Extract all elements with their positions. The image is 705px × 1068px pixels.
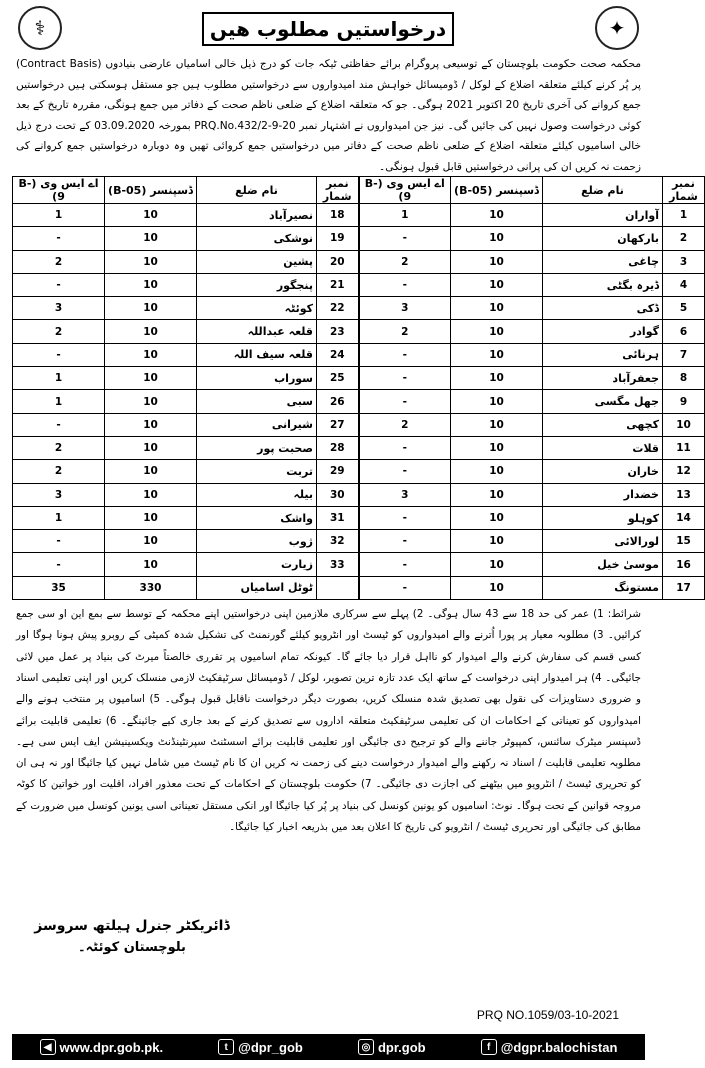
district-cell: ڈیرہ بگٹی xyxy=(543,273,663,296)
serial-cell: 30 xyxy=(317,483,359,506)
serial-cell: 8 xyxy=(663,367,705,390)
table-row xyxy=(13,320,705,343)
dispenser-cell: 10 xyxy=(451,343,543,366)
table-row xyxy=(13,273,705,296)
district-cell: آواران xyxy=(543,204,663,227)
dispenser-cell: 10 xyxy=(105,460,197,483)
total-dispenser-cell: 330 xyxy=(105,576,197,599)
serial-cell: 16 xyxy=(663,553,705,576)
asv-cell: - xyxy=(359,343,451,366)
header-asv: اے ایس وی (B-9) xyxy=(359,177,451,204)
signature-block xyxy=(12,918,252,955)
dispenser-cell: 10 xyxy=(451,483,543,506)
terms-paragraph: شرائط: 1) عمر کی حد 18 سے 43 سال ہوگی۔ 2) پہلے سے سرکاری ملازمین اپنی درخواستیں اپنے محکمہ کے توسط سے بمع این او سی جمع کرائیں۔ 3) مطلوبہ معیار پر پورا اُترنے والے امیدواروں کو ٹیسٹ اور انٹرویو کیلئے گورنمنٹ کی تشکیل شدہ کمیٹی کے روبرو پیش ہونا ہوگا اور کسی قسم کی سفارش کرنے والے امیدوار کو نااہل قرار دیا جائے گا۔ کیونکہ تمام اسامیوں پر تقرری خالصتاً میرٹ کی بنیاد پر عمل میں لائی جائیگی۔ 4) ہر امیدوار اپنی درخواست کے ساتھ ایک عدد تازہ ترین تصویر، لوکل / ڈومیسائل سرٹیفکیٹ لازمی منسلک کریں اور اپنی تعلیمی اسناد و ضروری دستاویزات کی نقول بھی تصدیق شدہ منسلک کریں، بصورت دیگر درخواست ناقابل قبول ہوگی۔ 5) اسامیوں پر منتخب ہونے والے امیدواروں کو تعیناتی کے احکامات ان کی تعلیمی سرٹیفکیٹ متعلقہ اداروں سے تصدیق کرنے کے بعد جاری کیے جائینگے۔ 6) تعلیمی قابلیت برائے ڈسپنسر میٹرک سائنس، کمپیوٹر جاننے والے کو ترجیح دی جائیگی اور تعلیمی قابلیت برائے اسسٹنٹ سپرنٹینڈنٹ ویکسینیشن ایف ایس سی ہے۔ مطلوبہ تعلیمی قابلیت / اسناد نہ رکھنے والے امیدوار درخواست دینے کی زحمت نہ کریں ان کا نام ٹیسٹ میں شامل نہیں کیا جائیگا اور نہ ہی ان کو تحریری ٹیسٹ / انٹرویو میں بیٹھنے کی اجازت دی جائیگی۔ 7) حکومت بلوچستان کے احکامات کے تحت معذور افراد، اقلیت اور خواتین کا کوٹہ مروجہ قوانین کے تحت ہوگا۔ نوٹ: اسامیوں کو یونین کونسل کی بنیاد پر پُر کیا جائیگا اور انکی مستقل تعیناتی اسی یونین کونسل میں ضرورت کے مطابق کی جائیگی اور تحریری ٹیسٹ / انٹرویو کی تاریخ کا اعلان بعد میں بذریعہ اخبار کیا جائیگا۔ xyxy=(16,608,641,834)
district-cell: ژوب xyxy=(197,530,317,553)
dispenser-cell: 10 xyxy=(451,506,543,529)
megaphone-icon: ◀ xyxy=(40,1039,56,1055)
asv-cell: 3 xyxy=(359,297,451,320)
serial-cell: 13 xyxy=(663,483,705,506)
asv-cell: - xyxy=(359,436,451,459)
district-cell: کچھی xyxy=(543,413,663,436)
header-serial: نمبر شمار xyxy=(317,177,359,204)
asv-cell: 3 xyxy=(13,297,105,320)
serial-cell: 24 xyxy=(317,343,359,366)
serial-cell: 27 xyxy=(317,413,359,436)
header-district: نام ضلع xyxy=(543,177,663,204)
table-row xyxy=(13,436,705,459)
twitter-icon: t xyxy=(218,1039,234,1055)
table-row xyxy=(13,390,705,413)
dispenser-cell: 10 xyxy=(451,553,543,576)
serial-cell: 21 xyxy=(317,273,359,296)
footer-website[interactable] xyxy=(40,1039,164,1055)
asv-cell: - xyxy=(359,367,451,390)
asv-cell: 2 xyxy=(13,250,105,273)
table-row xyxy=(13,297,705,320)
dispenser-cell: 10 xyxy=(451,413,543,436)
serial-cell: 17 xyxy=(663,576,705,599)
asv-cell: 2 xyxy=(13,320,105,343)
serial-cell: 28 xyxy=(317,436,359,459)
table-row xyxy=(13,204,705,227)
asv-cell: - xyxy=(359,576,451,599)
table-row xyxy=(13,343,705,366)
serial-cell: 6 xyxy=(663,320,705,343)
serial-cell: 32 xyxy=(317,530,359,553)
header-serial: نمبر شمار xyxy=(663,177,705,204)
government-emblem-icon: ✦ xyxy=(595,6,639,50)
serial-cell: 22 xyxy=(317,297,359,320)
asv-cell: - xyxy=(13,343,105,366)
district-cell: صحبت پور xyxy=(197,436,317,459)
serial-cell: 18 xyxy=(317,204,359,227)
district-cell: ڈکی xyxy=(543,297,663,320)
dispenser-cell: 10 xyxy=(451,204,543,227)
prq-number: PRQ NO.1059/03-10-2021 xyxy=(476,1008,619,1022)
department-logo-icon: ⚕ xyxy=(18,6,62,50)
serial-cell: 15 xyxy=(663,530,705,553)
asv-cell: - xyxy=(13,553,105,576)
dispenser-cell: 10 xyxy=(105,273,197,296)
asv-cell: 1 xyxy=(13,506,105,529)
serial-cell: 33 xyxy=(317,553,359,576)
asv-cell: - xyxy=(359,273,451,296)
table-row xyxy=(13,460,705,483)
asv-cell: - xyxy=(359,530,451,553)
serial-cell: 10 xyxy=(663,413,705,436)
district-cell: قلعہ سیف اللہ xyxy=(197,343,317,366)
serial-cell: 9 xyxy=(663,390,705,413)
asv-cell: 3 xyxy=(13,483,105,506)
table-row xyxy=(13,367,705,390)
facebook-handle[interactable]: @dgpr.balochistan xyxy=(500,1039,618,1055)
footer-bar xyxy=(12,1034,645,1060)
asv-cell: 2 xyxy=(13,460,105,483)
table-row xyxy=(13,576,705,599)
signature-title: ڈائریکٹر جنرل ہیلتھ سروسز xyxy=(34,918,230,934)
district-cell: گوادر xyxy=(543,320,663,343)
district-cell: پنجگور xyxy=(197,273,317,296)
serial-cell: 25 xyxy=(317,367,359,390)
district-cell: قلعہ عبداللہ xyxy=(197,320,317,343)
table-header-row xyxy=(13,177,705,204)
instagram-icon: ◎ xyxy=(358,1039,374,1055)
total-label-cell: ٹوٹل اسامیاں xyxy=(197,576,317,599)
total-asv-cell: 35 xyxy=(13,576,105,599)
serial-cell: 31 xyxy=(317,506,359,529)
dispenser-cell: 10 xyxy=(105,343,197,366)
dispenser-cell: 10 xyxy=(105,227,197,250)
district-cell: چاغی xyxy=(543,250,663,273)
serial-cell: 4 xyxy=(663,273,705,296)
dispenser-cell: 10 xyxy=(105,483,197,506)
asv-cell: - xyxy=(13,227,105,250)
asv-cell: - xyxy=(13,413,105,436)
district-cell: نوشکی xyxy=(197,227,317,250)
district-cell: تربت xyxy=(197,460,317,483)
dispenser-cell: 10 xyxy=(105,530,197,553)
district-cell: قلات xyxy=(543,436,663,459)
serial-cell: 12 xyxy=(663,460,705,483)
dispenser-cell: 10 xyxy=(105,250,197,273)
footer-facebook[interactable] xyxy=(481,1039,618,1055)
district-cell: واشک xyxy=(197,506,317,529)
serial-cell: 3 xyxy=(663,250,705,273)
dispenser-cell: 10 xyxy=(451,273,543,296)
table-row xyxy=(13,250,705,273)
district-cell: خضدار xyxy=(543,483,663,506)
dispenser-cell: 10 xyxy=(451,530,543,553)
district-cell: زیارت xyxy=(197,553,317,576)
district-cell: مستونگ xyxy=(543,576,663,599)
vacancies-table xyxy=(12,176,705,600)
asv-cell: 2 xyxy=(359,250,451,273)
asv-cell: 2 xyxy=(13,436,105,459)
serial-cell: 2 xyxy=(663,227,705,250)
dispenser-cell: 10 xyxy=(451,320,543,343)
district-cell: سوراب xyxy=(197,367,317,390)
district-cell: کوئٹہ xyxy=(197,297,317,320)
dispenser-cell: 10 xyxy=(451,367,543,390)
district-cell: ہرنائی xyxy=(543,343,663,366)
facebook-icon: f xyxy=(481,1039,497,1055)
serial-cell: 14 xyxy=(663,506,705,529)
dispenser-cell: 10 xyxy=(451,460,543,483)
district-cell: کوہلو xyxy=(543,506,663,529)
table-body xyxy=(13,204,705,600)
asv-cell: - xyxy=(359,227,451,250)
serial-cell: 19 xyxy=(317,227,359,250)
website-link[interactable]: www.dpr.gob.pk. xyxy=(59,1039,164,1055)
asv-cell: 2 xyxy=(359,413,451,436)
asv-cell: - xyxy=(359,553,451,576)
asv-cell: 1 xyxy=(13,204,105,227)
page-title: درخواستیں مطلوب ھیں xyxy=(202,12,454,46)
district-cell: خاران xyxy=(543,460,663,483)
dispenser-cell: 10 xyxy=(105,506,197,529)
serial-cell: 23 xyxy=(317,320,359,343)
serial-cell: 5 xyxy=(663,297,705,320)
asv-cell: 3 xyxy=(359,483,451,506)
dispenser-cell: 10 xyxy=(105,320,197,343)
table-row xyxy=(13,483,705,506)
dispenser-cell: 10 xyxy=(105,436,197,459)
district-cell: لورالائی xyxy=(543,530,663,553)
district-cell: بارکھان xyxy=(543,227,663,250)
asv-cell: 2 xyxy=(359,320,451,343)
district-cell: جھل مگسی xyxy=(543,390,663,413)
serial-cell: 20 xyxy=(317,250,359,273)
table-row xyxy=(13,553,705,576)
table-row xyxy=(13,413,705,436)
advertisement-page xyxy=(12,6,698,1064)
serial-cell: 7 xyxy=(663,343,705,366)
serial-cell: 11 xyxy=(663,436,705,459)
asv-cell: 1 xyxy=(13,367,105,390)
asv-cell: - xyxy=(359,506,451,529)
twitter-handle[interactable]: @dpr_gob xyxy=(238,1039,303,1055)
district-cell: سبی xyxy=(197,390,317,413)
district-cell: موسیٰ خیل xyxy=(543,553,663,576)
serial-cell: 1 xyxy=(663,204,705,227)
footer-instagram[interactable] xyxy=(358,1039,426,1055)
dispenser-cell: 10 xyxy=(105,204,197,227)
table-row xyxy=(13,530,705,553)
dispenser-cell: 10 xyxy=(105,297,197,320)
district-cell: جعفرآباد xyxy=(543,367,663,390)
footer-twitter[interactable] xyxy=(218,1039,303,1055)
header-dispenser: ڈسپنسر (B-05) xyxy=(451,177,543,204)
dispenser-cell: 10 xyxy=(451,436,543,459)
district-cell: بیلہ xyxy=(197,483,317,506)
district-cell: نصیرآباد xyxy=(197,204,317,227)
header-asv: اے ایس وی (B-9) xyxy=(13,177,105,204)
dispenser-cell: 10 xyxy=(105,553,197,576)
asv-cell: 1 xyxy=(359,204,451,227)
header-district: نام ضلع xyxy=(197,177,317,204)
table-row xyxy=(13,506,705,529)
asv-cell: - xyxy=(13,530,105,553)
asv-cell: 1 xyxy=(13,390,105,413)
intro-paragraph: محکمہ صحت حکومت بلوچستان کے توسیعی پروگرام برائے حفاظتی ٹیکہ جات کو درج ذیل خالی اسامیاں عارضی بنیادوں (Contract Basis) پر پُر کرنے کیلئے متعلقہ اضلاع کے لوکل / ڈومیسائل خواہش مند امیدواروں سے درخواستیں مطلوب ہیں جو مستقل ہوسکتی ہیں درخواستیں جمع کروانے کی آخری تاریخ 20 اکتوبر 2021 ہوگی۔ جو کہ متعلقہ اضلاع کے ضلعی ناظم صحت کے دفاتر میں جمع ہونگی، مقررہ تاریخ کے بعد کوئی درخواست وصول نہیں کی جائیں گی۔ نیز جن امیدواروں نے اشتہار نمبر PRQ.No.432/2-9-20 بمورخہ 03.09.2020 کے تحت درج ذیل خالی اسامیوں کیلئے متعلقہ اضلاع کے ضلعی ناظم صحت کے دفاتر میں درخواستیں جمع کروائی تھیں وہ دوبارہ درخواستیں جمع کروانے کی زحمت نہ کریں ان کی پرانی درخواستیں قابل قبول ہونگی۔ xyxy=(16,58,642,173)
serial-cell: 26 xyxy=(317,390,359,413)
dispenser-cell: 10 xyxy=(451,390,543,413)
district-cell: شیرانی xyxy=(197,413,317,436)
district-cell: پشین xyxy=(197,250,317,273)
dispenser-cell: 10 xyxy=(105,413,197,436)
asv-cell: - xyxy=(13,273,105,296)
asv-cell: - xyxy=(359,460,451,483)
dispenser-cell: 10 xyxy=(451,250,543,273)
dispenser-cell: 10 xyxy=(451,227,543,250)
header-dispenser: ڈسپنسر (B-05) xyxy=(105,177,197,204)
asv-cell: - xyxy=(359,390,451,413)
dispenser-cell: 10 xyxy=(105,367,197,390)
serial-cell: 29 xyxy=(317,460,359,483)
signature-location: بلوچستان کوئٹہ۔ xyxy=(78,940,186,955)
table-row xyxy=(13,227,705,250)
instagram-handle[interactable]: dpr.gob xyxy=(377,1039,426,1055)
dispenser-cell: 10 xyxy=(451,576,543,599)
dispenser-cell: 10 xyxy=(451,297,543,320)
dispenser-cell: 10 xyxy=(105,390,197,413)
empty-cell xyxy=(317,576,359,599)
header xyxy=(12,6,645,54)
